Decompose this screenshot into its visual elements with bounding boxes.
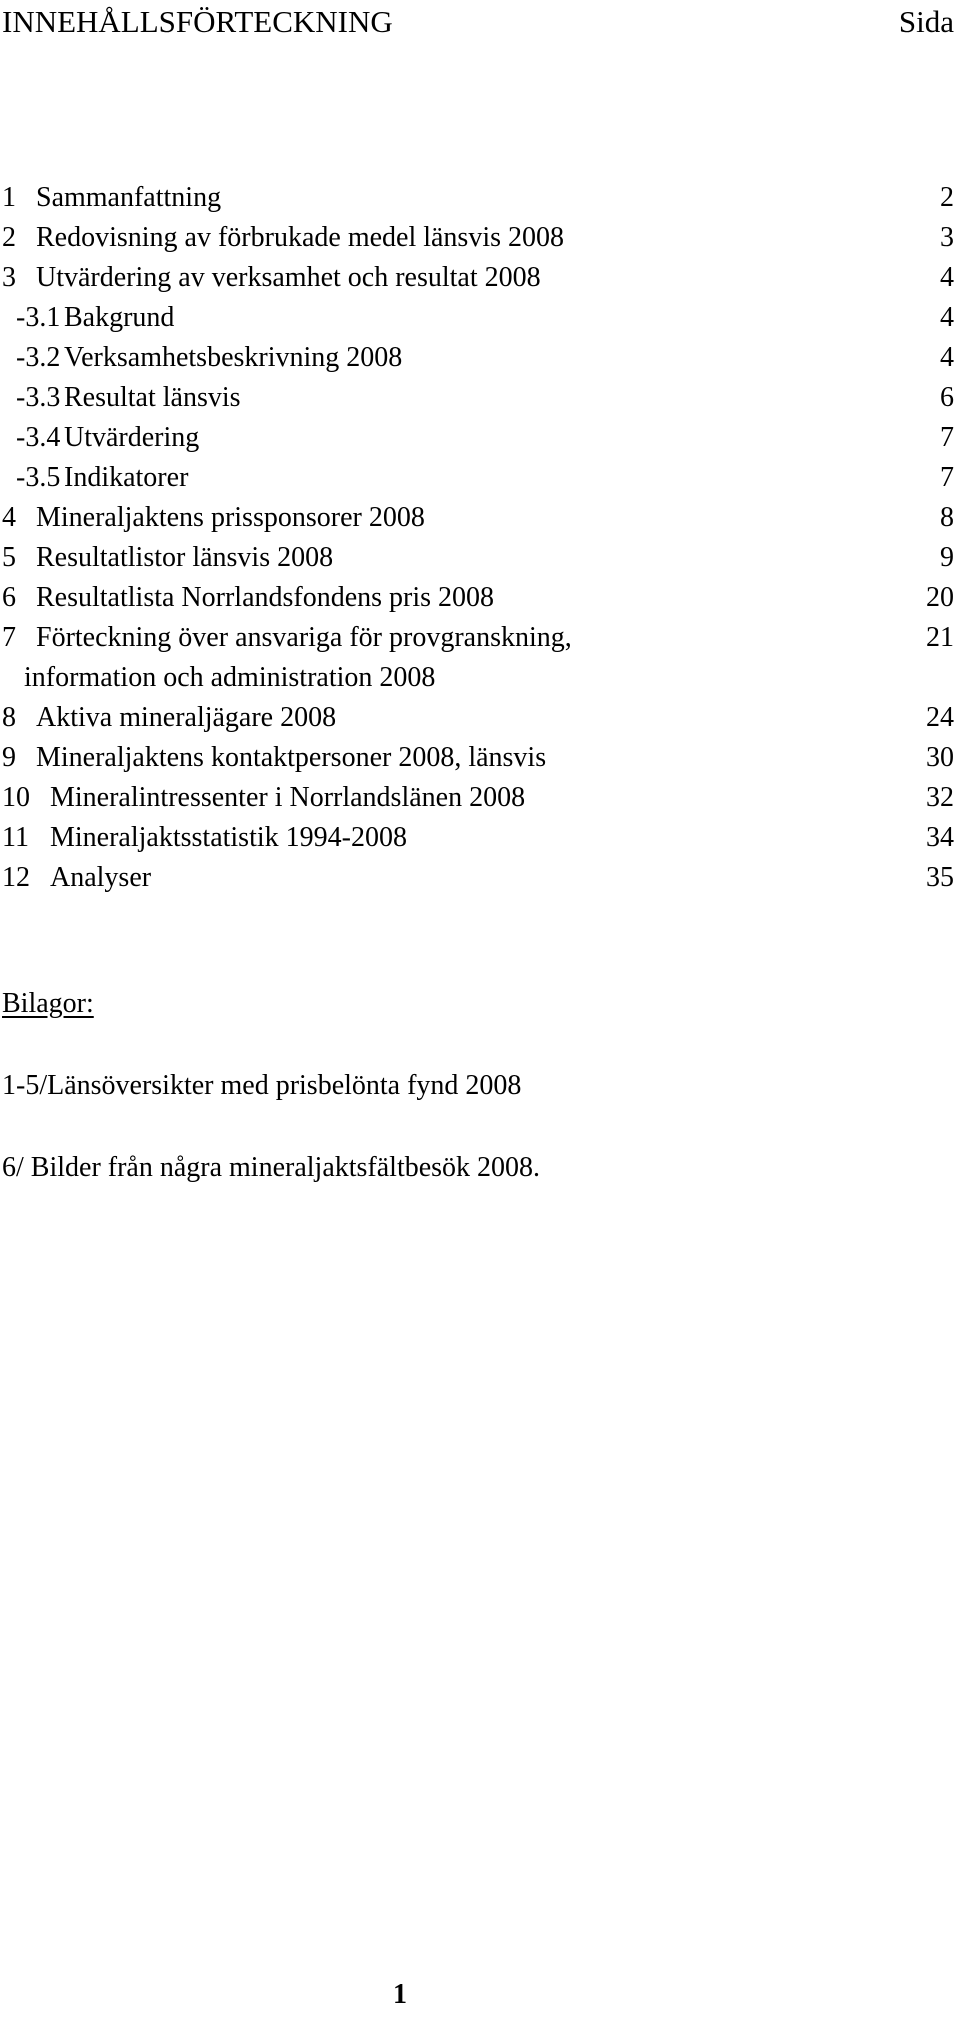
toc-entry-number: 8 [2,702,16,733]
toc-entry-page: 34 [926,822,954,853]
toc-entry-number: 12 [2,862,30,893]
toc-subentry [0,338,956,378]
toc-entry-number: 7 [2,622,16,653]
toc-entry-page: 20 [926,582,954,613]
toc-entry-page: 21 [926,622,954,653]
attachment-item: 1-5/Länsöversikter med prisbelönta fynd 2008 [2,1070,522,1101]
toc-entry-number: 5 [2,542,16,573]
toc-entry-label: Mineraljaktsstatistik 1994-2008 [50,822,407,853]
table-of-contents [0,178,956,898]
toc-entry [0,538,956,578]
toc-entry-label: Aktiva mineraljägare 2008 [36,702,337,733]
toc-entry-label: Mineraljaktens prissponsorer 2008 [36,502,425,533]
toc-entry-label: Resultatlista Norrlandsfondens pris 2008 [36,582,495,613]
toc-entry-label: Analyser [50,862,152,893]
toc-entry [0,578,956,618]
toc-entry [0,498,956,538]
toc-entry-label: information och administration 2008 [24,662,436,693]
toc-entry [0,218,956,258]
toc-entry-page: 35 [926,862,954,893]
toc-entry-number: -3.1 [16,302,61,333]
toc-entry-number: -3.3 [16,382,61,413]
toc-entry-number: 2 [2,222,16,253]
toc-subentry [0,298,956,338]
toc-entry-label: Mineralintressenter i Norrlandslänen 2008 [50,782,526,813]
page-column-heading: Sida [898,4,954,39]
toc-entry-continuation [0,658,956,698]
toc-entry [0,738,956,778]
toc-entry-number: 6 [2,582,16,613]
toc-entry [0,818,956,858]
toc-entry-label: Bakgrund [64,302,175,333]
toc-entry-page: 8 [940,502,954,533]
toc-entry-label: Sammanfattning [36,182,222,213]
toc-entry-page: 3 [940,222,954,253]
toc-entry-label: Utvärdering [64,422,200,453]
toc-entry-page: 2 [940,182,954,213]
attachment-item: 6/ Bilder från några mineraljaktsfältbesök 2008. [2,1152,541,1183]
toc-entry-number: 1 [2,182,16,213]
toc-entry-number: 4 [2,502,16,533]
toc-entry-number: 9 [2,742,16,773]
page-title: INNEHÅLLSFÖRTECKNING [2,4,393,39]
toc-entry-page: 6 [940,382,954,413]
toc-entry-page: 7 [940,462,954,493]
toc-entry [0,178,956,218]
toc-entry-label: Verksamhetsbeskrivning 2008 [64,342,403,373]
toc-entry-label: Utvärdering av verksamhet och resultat 2008 [36,262,541,293]
toc-entry-number: 10 [2,782,30,813]
toc-entry-page: 32 [926,782,954,813]
toc-entry-page: 7 [940,422,954,453]
toc-entry [0,698,956,738]
toc-subentry [0,458,956,498]
toc-entry-label: Förteckning över ansvariga för provgranskning, [36,622,572,653]
toc-entry-page: 30 [926,742,954,773]
toc-entry-label: Mineraljaktens kontaktpersoner 2008, länsvis [36,742,547,773]
toc-entry-number: -3.5 [16,462,61,493]
toc-entry [0,258,956,298]
toc-entry-number: 11 [2,822,29,853]
toc-entry-page: 4 [940,302,954,333]
toc-entry [0,618,956,658]
toc-entry-page: 4 [940,342,954,373]
toc-subentry [0,418,956,458]
toc-entry [0,858,956,898]
page-number: 1 [393,1979,407,2010]
toc-entry-label: Redovisning av förbrukade medel länsvis 2008 [36,222,565,253]
toc-header [0,2,956,46]
toc-entry-number: -3.2 [16,342,61,373]
toc-entry-number: 3 [2,262,16,293]
toc-entry-label: Resultatlistor länsvis 2008 [36,542,334,573]
toc-entry [0,778,956,818]
toc-subentry [0,378,956,418]
toc-entry-page: 24 [926,702,954,733]
toc-entry-label: Resultat länsvis [64,382,241,413]
toc-entry-number: -3.4 [16,422,61,453]
toc-entry-page: 9 [940,542,954,573]
attachments-heading: Bilagor: [2,988,94,1019]
toc-entry-label: Indikatorer [64,462,189,493]
toc-entry-page: 4 [940,262,954,293]
